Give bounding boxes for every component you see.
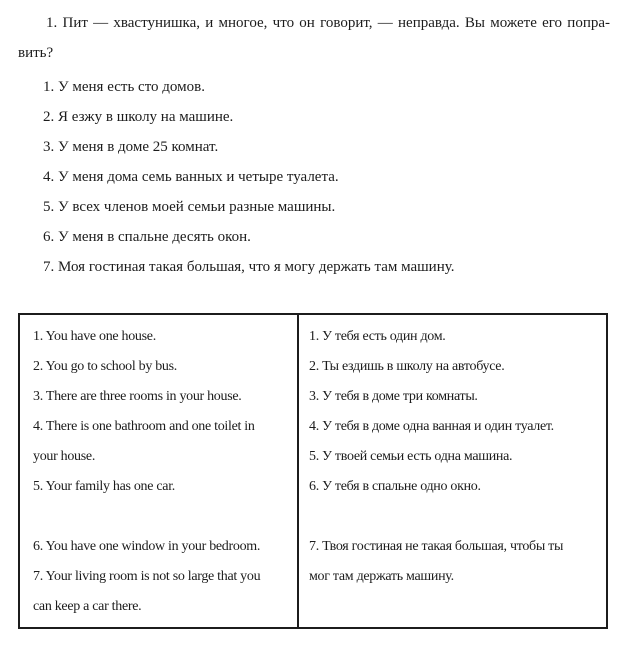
table-line: 2. You go to school by bus. [33,359,177,374]
statement-item: 5. У всех членов моей семьи разные машины. [43,199,336,215]
table-line: 6. You have one window in your bedroom. [33,539,261,554]
table-line: 7. Твоя гостиная не такая большая, чтобы ты [309,539,564,554]
answers-column-russian [299,315,606,627]
table-line-blank [309,502,604,532]
table-line: 3. There are three rooms in your house. [33,389,242,404]
table-line: 6. У тебя в спальне одно окно. [309,479,481,494]
statement-item: 6. У меня в спальне десять окон. [43,229,251,245]
statement-item: 1. У меня есть сто домов. [43,79,205,95]
statements-list [18,72,610,282]
table-line: 4. There is one bathroom and one toilet in [33,419,255,434]
statement-item: 3. У меня в доме 25 комнат. [43,139,219,155]
table-line: your house. [33,449,96,464]
table-line: 4. У тебя в доме одна ванная и один туалет. [309,419,554,434]
answers-column-english [20,315,299,627]
statement-item: 4. У меня дома семь ванных и четыре туалета. [43,169,339,185]
table-line: 3. У тебя в доме три комнаты. [309,389,478,404]
table-line: 7. Your living room is not so large that you [33,569,261,584]
table-line: 5. Your family has one car. [33,479,175,494]
exercise-body [0,0,644,282]
table-line: can keep a car there. [33,599,142,614]
answers-table [18,313,608,629]
task-text-line-1: 1. Пит — хвастунишка, и многое, что он говорит, — неправда. Вы можете его попра- [46,15,610,31]
task-paragraph [18,8,610,68]
table-line: мог там держать машину. [309,569,454,584]
statement-item: 2. Я езжу в школу на машине. [43,109,234,125]
table-line: 5. У твоей семьи есть одна машина. [309,449,513,464]
table-line-blank [33,502,295,532]
table-line: 2. Ты ездишь в школу на автобусе. [309,359,505,374]
table-line: 1. У тебя есть один дом. [309,329,446,344]
statement-item: 7. Моя гостиная такая большая, что я могу держать там машину. [43,259,455,275]
task-text-line-2: вить? [18,45,54,61]
table-line: 1. You have one house. [33,329,156,344]
